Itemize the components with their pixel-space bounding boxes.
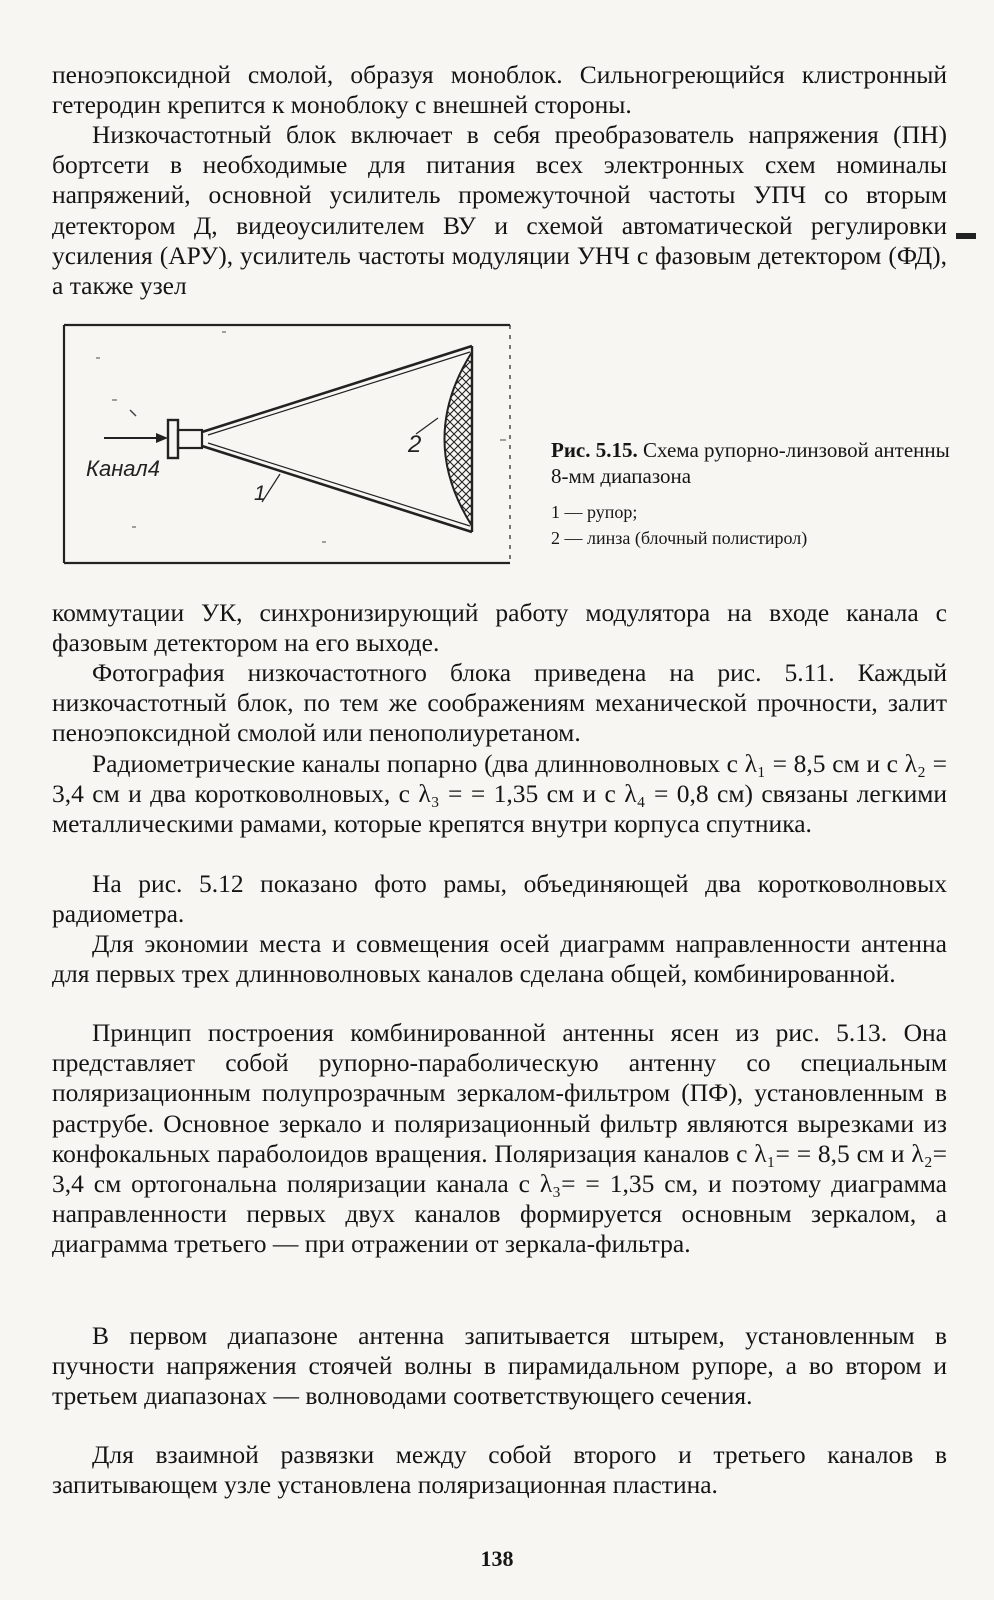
margin-mark: ▬ — [956, 222, 976, 244]
horn-label: 1 — [254, 482, 266, 505]
paragraph-1: пеноэпоксидной смолой, образуя моноблок. Сильногреющийся клистронный гетеродин крепится к моноблоку с внешней стороны. — [52, 60, 947, 120]
paragraph-9: В первом диапазоне антенна запитывается штырем, установленным в пучности напряжения стоячей волны в пирамидальном рупоре, а во втором и третьем диапазонах — волноводами соответствующего сечения. — [52, 1321, 947, 1411]
figure-number: Рис. 5.15. — [551, 438, 638, 462]
page-number: 138 — [480, 1546, 514, 1571]
paragraph-2: Низкочастотный блок включает в себя преобразователь напряжения (ПН) бортсети в необходимые для питания всех электронных схем номиналы напряжений, основной усилитель промежуточной частоты УПЧ со вторым детектором Д, видеоусилителем ВУ и схемой автоматической регулировки усиления (АРУ), усилитель частоты модуляции УНЧ с фазовым детектором (ФД), а также узел — [52, 120, 947, 301]
lens-shape — [445, 352, 473, 526]
antenna-diagram — [62, 322, 512, 566]
paragraph-4: Фотография низкочастотного блока приведена на рис. 5.11. Каждый низкочастотный блок, по тем же соображениям механической прочности, залит пеноэпоксидной смолой или пенополиуретаном. — [52, 658, 947, 748]
paragraph-10: Для взаимной развязки между собой второго и третьего каналов в запитывающем узле установлена поляризационная пластина. — [52, 1440, 947, 1500]
caption-item-1: 1 — рупор; — [551, 502, 638, 522]
horn-lens-antenna-figure — [62, 322, 512, 566]
paragraph-3: коммутации УК, синхронизирующий работу модулятора на входе канала с фазовым детектором на его выходе. — [52, 598, 947, 658]
input-channel-label: Канал4 — [86, 456, 160, 481]
lens-label: 2 — [408, 431, 422, 458]
paragraph-6: На рис. 5.12 показано фото рамы, объединяющей два коротковолновых радиометра. — [52, 869, 947, 929]
figure-caption — [551, 438, 951, 551]
paragraph-5: Радиометрические каналы попарно (два длинноволновых с λ₁ = 8,5 см и с λ₂ = 3,4 см и два коротковолновых, с λ₃ = = 1,35 см и с λ₄ = 0,8 см) связаны легкими металлическими рамами, которые крепятся внутри корпуса спутника. — [52, 749, 947, 839]
paragraph-7: Для экономии места и совмещения осей диаграмм направленности антенна для первых трех длинноволновых каналов сделана общей, комбинированной. — [52, 929, 947, 989]
figure-title: Схема рупорно-линзовой антенны 8-мм диапазона — [551, 438, 950, 488]
caption-item-2: 2 — линза (блочный полистирол) — [551, 528, 808, 548]
paragraph-8: Принцип построения комбинированной антенны ясен из рис. 5.13. Она представляет собой рупорно-параболическую антенну со специальным поляризационным полупрозрачным зеркалом-фильтром (ПФ), установленным в раструбе. Основное зеркало и поляризационный фильтр являются вырезками из конфокальных параболоидов вращения. Поляризация каналов с λ₁= = 8,5 см и λ₂= 3,4 см ортогональна поляризации канала с λ₃= = 1,35 см, и поэтому диаграмма направленности первых двух каналов формируется основным зеркалом, а диаграмма третьего — при отражении от зеркала-фильтра. — [52, 1018, 947, 1259]
